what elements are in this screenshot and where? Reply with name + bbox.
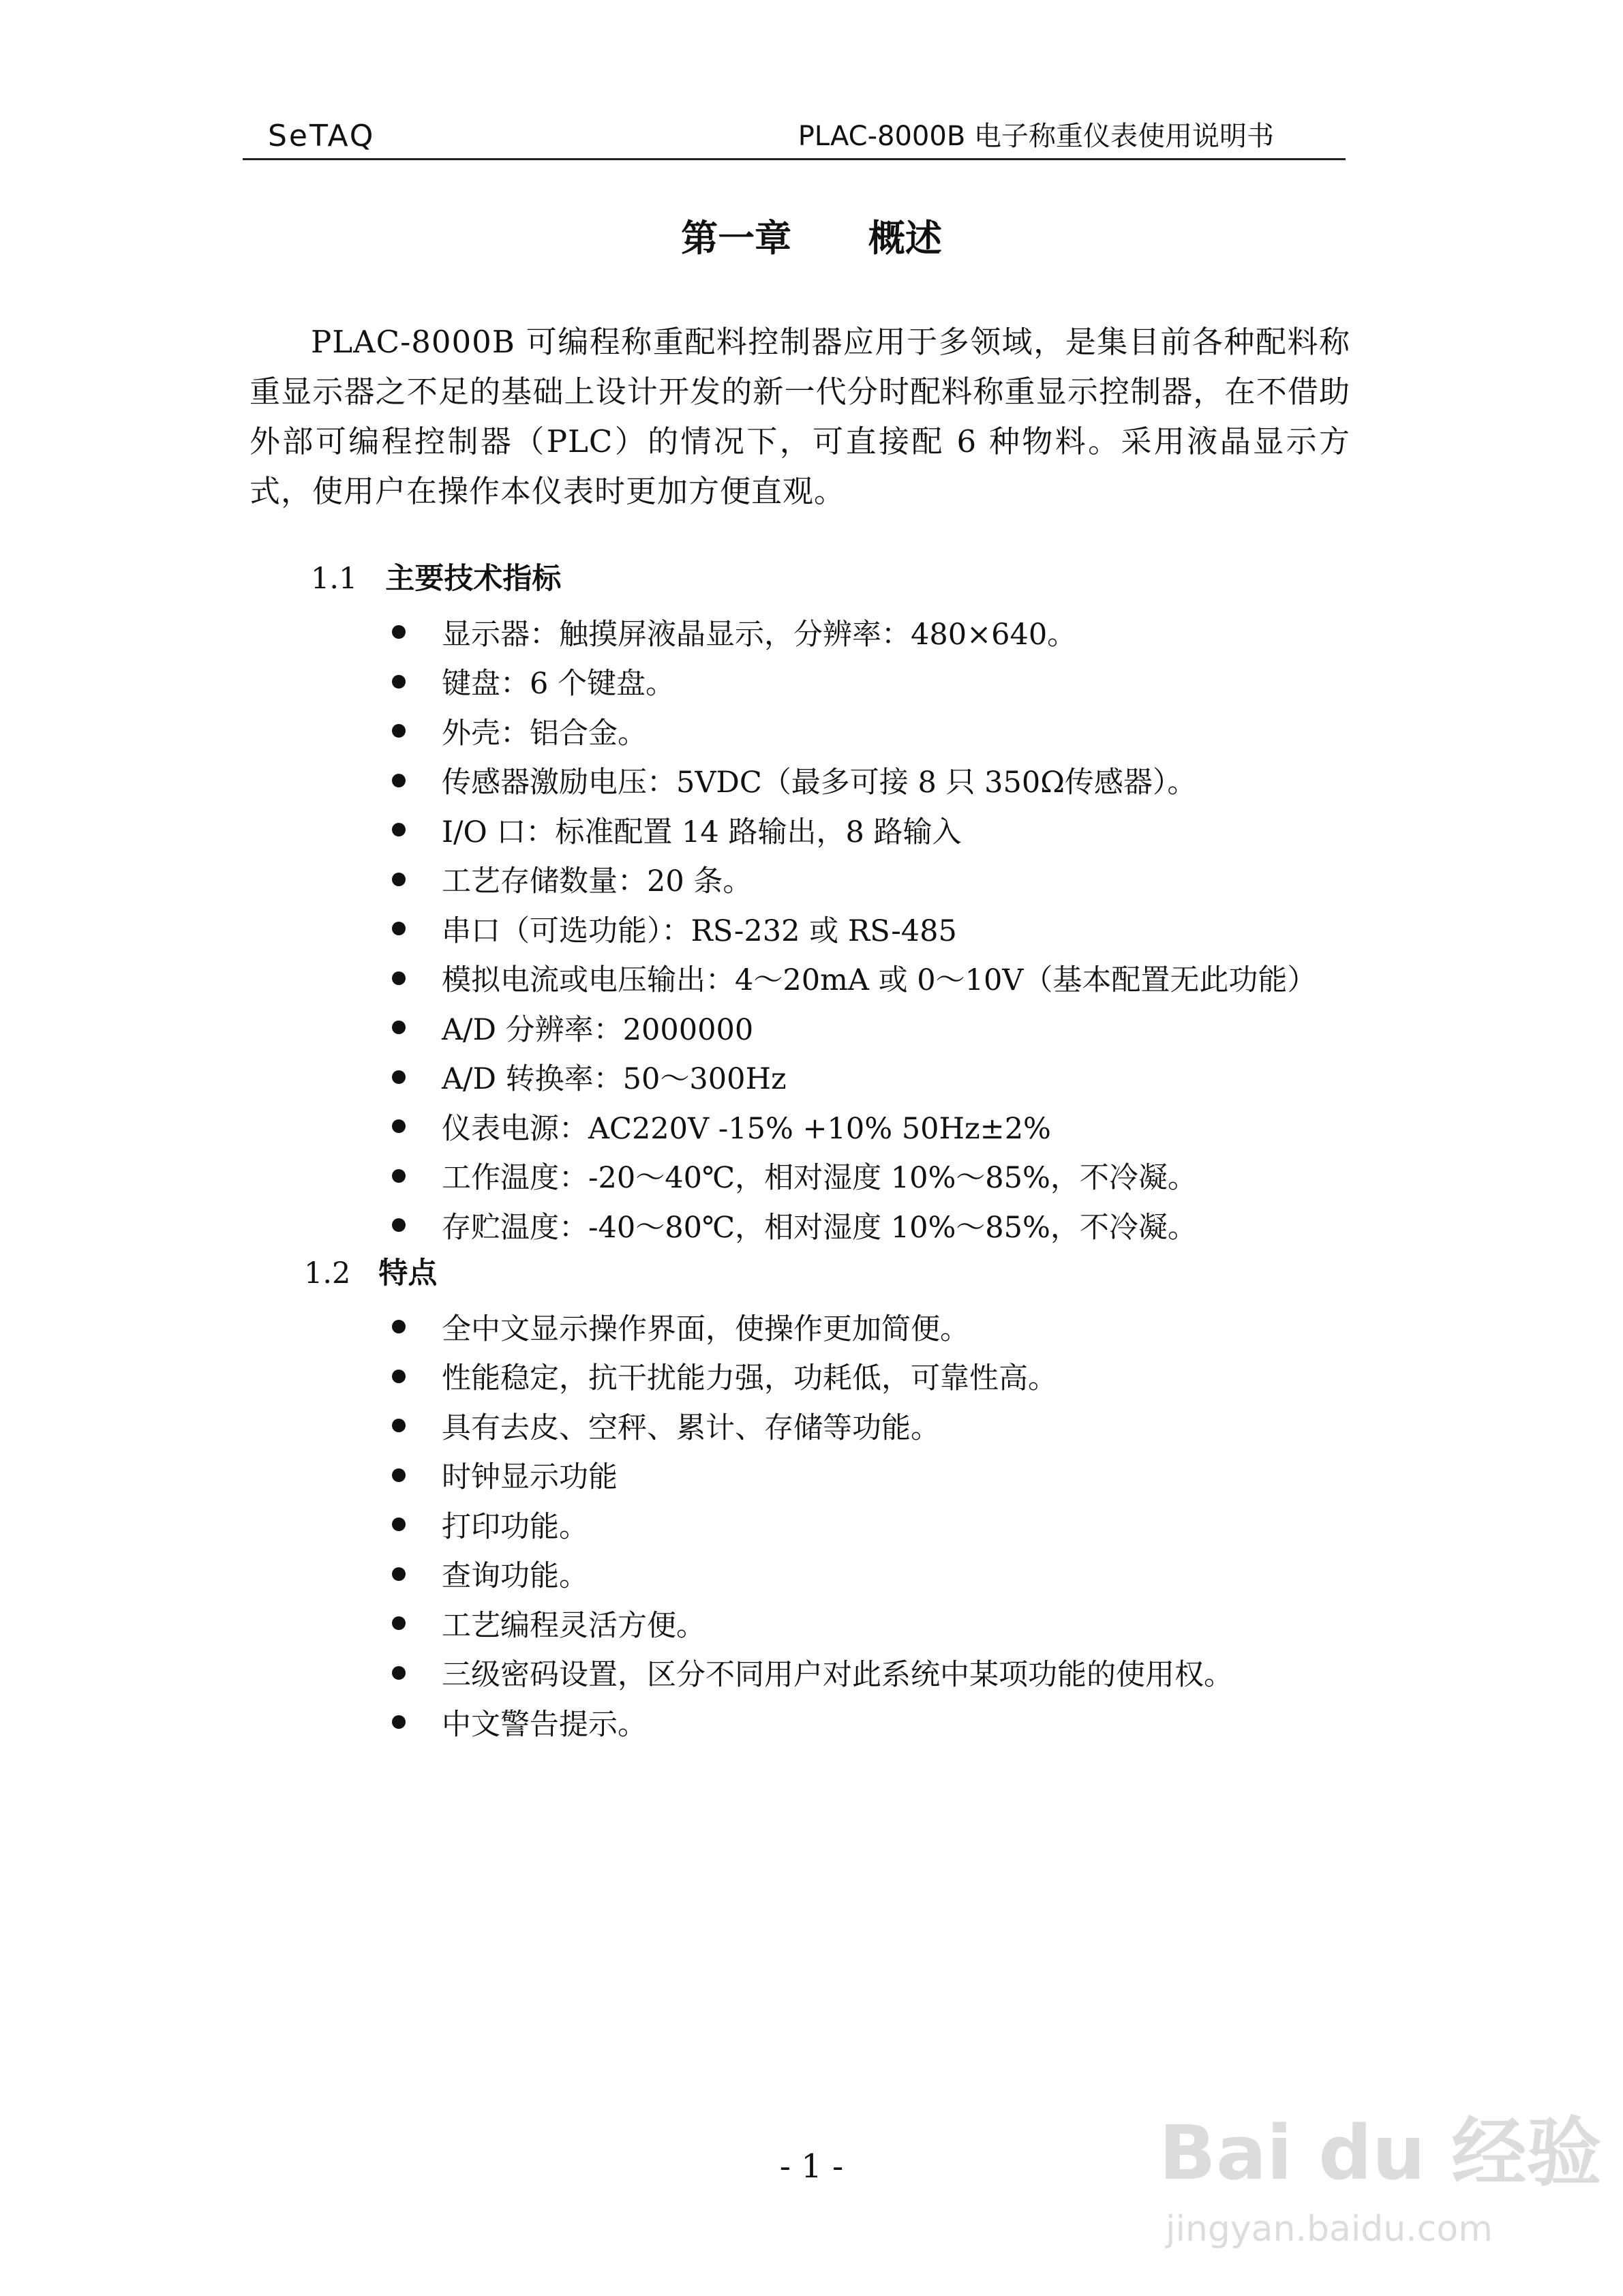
- list-item: [392, 1451, 1233, 1500]
- bullet-icon: [392, 922, 406, 935]
- bullet-icon: [392, 823, 406, 836]
- list-item-text: 串口（可选功能）：RS-232 或 RS-485: [442, 913, 957, 948]
- feature-list: [392, 1302, 1233, 1747]
- list-item-text: 全中文显示操作界面，使操作更加简便。: [442, 1312, 969, 1346]
- list-item: [392, 1151, 1316, 1201]
- list-item-text: 三级密码设置，区分不同用户对此系统中某项功能的使用权。: [442, 1658, 1233, 1693]
- list-item: [392, 706, 1316, 756]
- section-heading-1-2: [304, 1253, 437, 1294]
- list-item-text: A/D 转换率：50～300Hz: [442, 1062, 787, 1097]
- list-item: [392, 1003, 1316, 1053]
- bullet-icon: [392, 1616, 406, 1630]
- watermark-logo-text: Bai du 经验: [1159, 2109, 1602, 2196]
- list-item: [392, 1500, 1233, 1550]
- list-item: [392, 855, 1316, 905]
- list-item-text: 显示器：触摸屏液晶显示，分辨率：480×640。: [442, 617, 1077, 652]
- bullet-icon: [392, 1169, 406, 1183]
- section-number: 1.2: [304, 1256, 351, 1290]
- bullet-icon: [392, 1119, 406, 1133]
- list-item: [392, 657, 1316, 707]
- bullet-icon: [392, 1567, 406, 1581]
- list-item-text: 存贮温度：-40～80℃，相对湿度 10%～85%，不冷凝。: [442, 1210, 1197, 1245]
- list-item: [392, 607, 1316, 657]
- list-item-text: 打印功能。: [442, 1509, 588, 1544]
- list-item: [392, 954, 1316, 1003]
- list-item: [392, 1302, 1233, 1352]
- section-number: 1.1: [311, 562, 358, 596]
- page-number: - 1 -: [779, 2147, 844, 2186]
- list-item-text: 键盘：6 个键盘。: [442, 667, 676, 701]
- list-item-text: 仪表电源：AC220V -15% +10% 50Hz±2%: [442, 1111, 1051, 1146]
- bullet-icon: [392, 1715, 406, 1729]
- bullet-icon: [392, 1468, 406, 1482]
- bullet-icon: [392, 625, 406, 639]
- spec-list: [392, 607, 1316, 1250]
- bullet-icon: [392, 1419, 406, 1432]
- list-item: [392, 904, 1316, 954]
- list-item-text: 模拟电流或电压输出：4～20mA 或 0～10V（基本配置无此功能）: [442, 963, 1317, 998]
- bullet-icon: [392, 1021, 406, 1034]
- list-item-text: 工艺存储数量：20 条。: [442, 864, 753, 899]
- list-item-text: 时钟显示功能: [442, 1460, 618, 1495]
- list-item-text: A/D 分辨率：2000000: [442, 1012, 754, 1047]
- bullet-icon: [392, 774, 406, 787]
- section-title: 主要技术指标: [385, 562, 562, 596]
- bullet-icon: [392, 724, 406, 738]
- bullet-icon: [392, 1218, 406, 1232]
- list-item: [392, 1352, 1233, 1402]
- list-item-text: 工艺编程灵活方便。: [442, 1608, 706, 1643]
- list-item-text: 具有去皮、空秤、累计、存储等功能。: [442, 1410, 940, 1445]
- watermark-url: jingyan.baidu.com: [1166, 2209, 1493, 2250]
- bullet-icon: [392, 971, 406, 985]
- list-item-text: 外壳：铝合金。: [442, 716, 647, 751]
- bullet-icon: [392, 1370, 406, 1383]
- list-item: [392, 1648, 1233, 1698]
- list-item: [392, 1550, 1233, 1599]
- bullet-icon: [392, 1070, 406, 1084]
- list-item-text: 传感器激励电压：5VDC（最多可接 8 只 350Ω传感器）。: [442, 766, 1197, 800]
- list-item: [392, 1401, 1233, 1451]
- section-title: 特点: [378, 1256, 438, 1290]
- page-header-title: PLAC-8000B 电子称重仪表使用说明书: [798, 121, 1274, 152]
- list-item-text: 查询功能。: [442, 1559, 588, 1594]
- list-item-text: 中文警告提示。: [442, 1707, 647, 1742]
- list-item: [392, 1102, 1316, 1151]
- list-item: [392, 1053, 1316, 1102]
- section-heading-1-1: [311, 558, 561, 599]
- bullet-icon: [392, 675, 406, 689]
- page-header-brand: SeTAQ: [268, 119, 376, 153]
- bullet-icon: [392, 1666, 406, 1680]
- intro-paragraph: PLAC-8000B 可编程称重配料控制器应用于多领域，是集目前各种配料称重显示器之不足的基础上设计开发的新一代分时配料称重显示控制器，在不借助外部可编程控制器（PLC）的情况下，可直接配 6 种物料。采用液晶显示方式，使用户在操作本仪表时更加方便直观。: [249, 324, 1350, 509]
- list-item: [392, 756, 1316, 806]
- header-divider: [243, 158, 1346, 160]
- list-item-text: 性能稳定，抗干扰能力强，功耗低，可靠性高。: [442, 1361, 1057, 1396]
- bullet-icon: [392, 1320, 406, 1333]
- list-item-text: 工作温度：-20～40℃，相对湿度 10%～85%，不冷凝。: [442, 1161, 1197, 1196]
- bullet-icon: [392, 873, 406, 886]
- chapter-title: 第一章 概述: [681, 217, 942, 260]
- list-item: [392, 1200, 1316, 1250]
- list-item: [392, 1599, 1233, 1648]
- bullet-icon: [392, 1517, 406, 1531]
- list-item: [392, 1697, 1233, 1747]
- list-item-text: I/O 口：标准配置 14 路输出，8 路输入: [442, 815, 962, 849]
- list-item: [392, 805, 1316, 855]
